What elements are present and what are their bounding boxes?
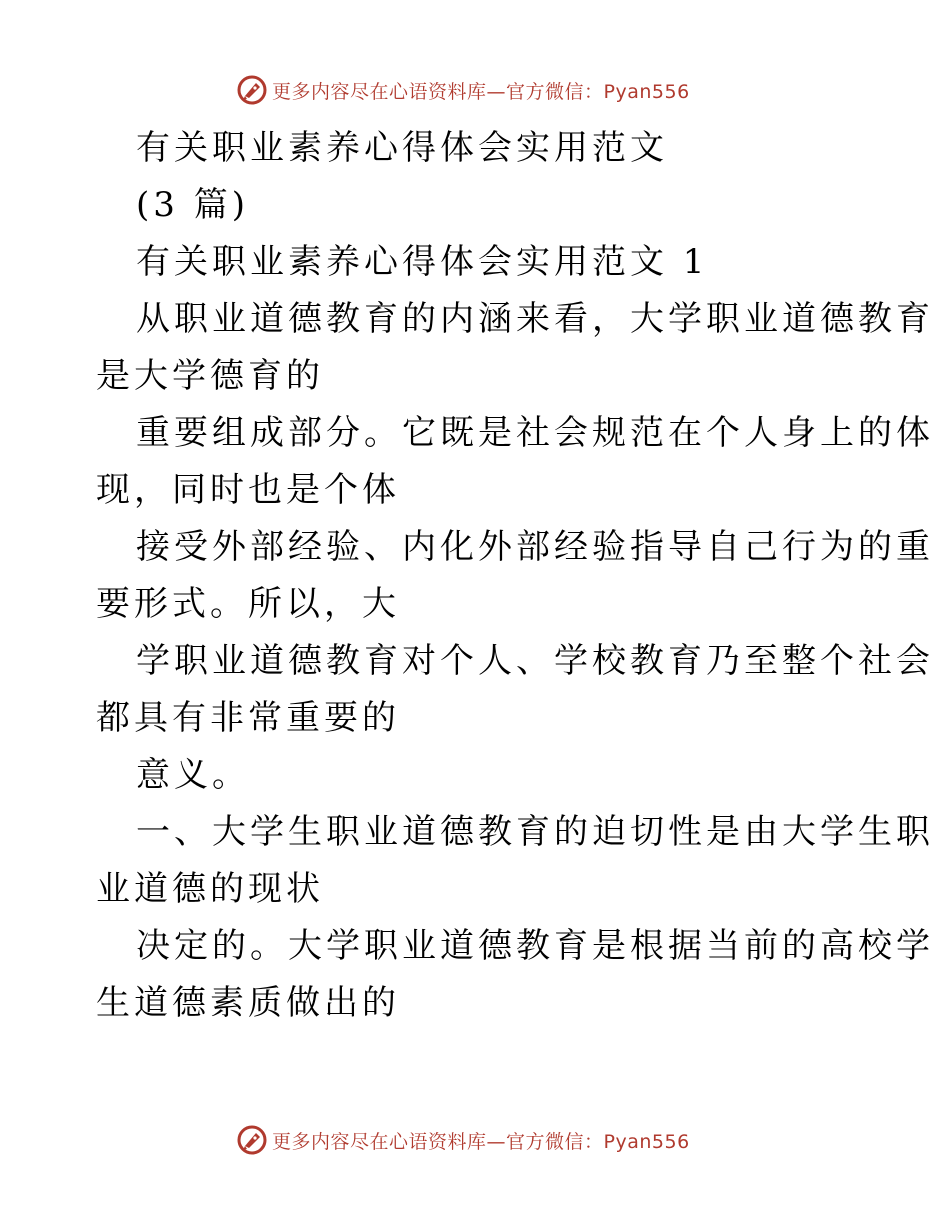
paragraph-line: 一、大学生职业道德教育的迫切性是由大学生职 bbox=[136, 812, 934, 852]
paragraph-line: 接受外部经验、内化外部经验指导自己行为的重 bbox=[136, 527, 934, 567]
pen-nib-logo-icon bbox=[236, 1124, 268, 1156]
watermark-id: Pyan556 bbox=[603, 80, 690, 103]
document-body bbox=[96, 120, 934, 1032]
footer-watermark bbox=[236, 1122, 716, 1158]
watermark-text: 更多内容尽在心语资料库—官方微信： bbox=[272, 80, 604, 103]
watermark-id: Pyan556 bbox=[603, 1130, 690, 1153]
section-heading: 有关职业素养心得体会实用范文 1 bbox=[136, 242, 709, 282]
paragraph-line: 决定的。大学职业道德教育是根据当前的高校学 bbox=[136, 926, 934, 966]
header-watermark bbox=[236, 72, 716, 108]
pen-nib-logo-icon bbox=[236, 74, 268, 106]
paragraph-line: 是大学德育的 bbox=[96, 356, 324, 396]
paragraph-line: 学职业道德教育对个人、学校教育乃至整个社会 bbox=[136, 641, 934, 681]
paragraph-line: 重要组成部分。它既是社会规范在个人身上的体 bbox=[136, 413, 934, 453]
paragraph-line: 意义。 bbox=[136, 755, 250, 795]
doc-subtitle: (3 篇) bbox=[136, 185, 249, 225]
paragraph-line: 现，同时也是个体 bbox=[96, 470, 400, 510]
paragraph-line: 都具有非常重要的 bbox=[96, 698, 400, 738]
paragraph-line: 生道德素质做出的 bbox=[96, 983, 400, 1023]
paragraph-line: 要形式。所以，大 bbox=[96, 584, 400, 624]
doc-title: 有关职业素养心得体会实用范文 bbox=[136, 128, 668, 168]
paragraph-line: 业道德的现状 bbox=[96, 869, 324, 909]
paragraph-line: 从职业道德教育的内涵来看，大学职业道德教育 bbox=[136, 299, 934, 339]
watermark-text: 更多内容尽在心语资料库—官方微信： bbox=[272, 1130, 604, 1153]
